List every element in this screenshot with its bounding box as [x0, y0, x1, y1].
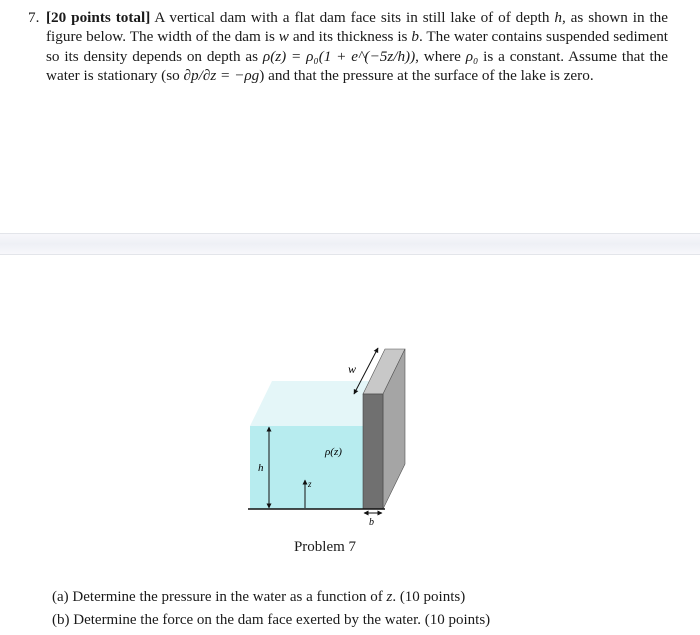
part-a-text: Determine the pressure in the water as a function of: [72, 589, 383, 605]
water-body: [250, 426, 363, 509]
part-b: [52, 609, 672, 632]
problem-statement: [28, 8, 668, 86]
points-label: [20 points total]: [46, 9, 151, 26]
text-seg-2: , as shown in the figure below. The width of the dam is: [46, 9, 669, 46]
var-h: h: [554, 9, 562, 26]
label-b: b: [369, 517, 374, 528]
text-seg-3: and its thickness is: [292, 28, 408, 46]
dam-figure: [240, 343, 430, 533]
density-formula: ρ(z) = ρ₀(1 + e^(−5z/h)): [262, 47, 416, 65]
part-b-text: Determine the force on the dam face exerted by the water. (10 points): [73, 612, 491, 628]
var-w: w: [278, 28, 289, 46]
page-divider: [0, 233, 700, 255]
text-seg-7: ) and that the pressure at the surface of the lake is zero.: [259, 67, 594, 85]
label-z: z: [308, 479, 312, 489]
dam-face: [363, 394, 383, 509]
part-a-label: (a): [52, 589, 69, 605]
part-a-points: . (10 points): [392, 589, 466, 605]
figure-caption: Problem 7: [293, 539, 357, 555]
text-seg-6: is a constant. Assume that the water is stationary (so: [46, 47, 669, 85]
var-b: b: [411, 28, 419, 46]
part-a-var: z: [386, 589, 393, 605]
label-rho: ρ(z): [325, 446, 342, 458]
label-h: h: [258, 462, 264, 474]
dam-diagram: [240, 343, 430, 533]
text-seg-5: , where: [415, 47, 461, 65]
problem-number: 7.: [28, 9, 40, 26]
var-rho0: ρ₀: [465, 47, 479, 65]
text-seg-1: A vertical dam with a flat dam face sits in still lake of of depth: [154, 9, 550, 26]
text-seg-4: . The water contains suspended sediment so its density depends on depth as: [46, 28, 669, 65]
part-a: [52, 586, 672, 609]
part-b-label: (b): [52, 612, 70, 628]
question-parts: [52, 586, 672, 632]
label-w: w: [348, 362, 357, 376]
pressure-relation: ∂p/∂z = −ρg: [183, 67, 260, 85]
